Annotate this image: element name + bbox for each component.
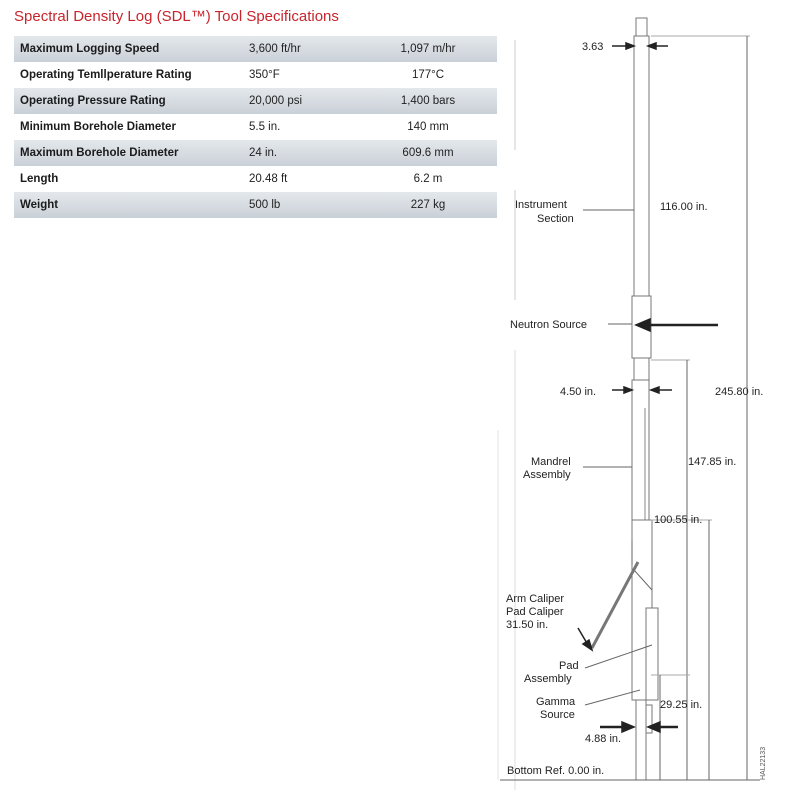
spec-metric-value: 6.2 m [413, 173, 443, 185]
neutron-source-label: Neutron Source [510, 319, 588, 331]
spec-english-value: 3,600 ft/hr [225, 36, 359, 62]
gamma-length-label: 29.25 in. [660, 699, 703, 711]
mandrel-assembly-label-2: Assembly [523, 469, 571, 481]
top-diameter-label: 3.63 [582, 41, 604, 53]
instrument-section-label-2: Section [537, 213, 574, 225]
mid-diameter-label: 4.50 in. [560, 386, 597, 398]
spec-english-value: 350°F [249, 69, 280, 81]
mandrel-assembly-label: Mandrel [531, 456, 571, 468]
spec-label: Maximum Logging Speed [14, 36, 225, 62]
spec-metric-value: 1,097 m/hr [359, 36, 497, 62]
total-length-label: 245.80 in. [715, 386, 764, 398]
pad-assembly-label: Pad [559, 660, 579, 672]
spec-label: Operating Pressure Rating [14, 88, 225, 114]
spec-metric-value: 227 kg [359, 192, 497, 218]
spec-label: Minimum Borehole Diameter [20, 121, 176, 133]
arm-caliper-label: Arm Caliper [506, 593, 565, 605]
gamma-source-label: Gamma [536, 696, 576, 708]
pad-assembly-label-2: Assembly [524, 673, 572, 685]
spec-english-value: 20,000 psi [225, 88, 359, 114]
bottom-reference-label: Bottom Ref. 0.00 in. [507, 765, 605, 777]
spec-label: Length [20, 173, 59, 185]
spec-metric-value: 177°C [411, 69, 445, 81]
page-title: Spectral Density Log (SDL™) Tool Specifications [14, 8, 339, 25]
spec-english-value: 5.5 in. [249, 121, 281, 133]
mandrel-length-label: 147.85 in. [688, 456, 737, 468]
spec-metric-value: 140 mm [407, 121, 449, 133]
spec-english-value: 500 lb [225, 192, 359, 218]
section-length-label: 116.00 in. [660, 201, 708, 213]
gamma-source-label-2: Source [540, 709, 575, 721]
pad-caliper-label: Pad Caliper [506, 606, 564, 618]
spec-metric-value: 1,400 bars [359, 88, 497, 114]
instrument-section-label: Instrument [515, 199, 567, 211]
caliper-size-label: 31.50 in. [506, 619, 549, 631]
spec-english-value: 24 in. [225, 140, 359, 166]
drawing-code: HAL22133 [760, 746, 767, 780]
bottom-diameter-label: 4.88 in. [585, 733, 622, 745]
spec-english-value: 20.48 ft [249, 173, 288, 185]
pad-length-label: 100.55 in. [654, 514, 703, 526]
spec-label: Operating Temllperature Rating [20, 69, 192, 81]
spec-label: Maximum Borehole Diameter [14, 140, 225, 166]
spec-label: Weight [14, 192, 225, 218]
spec-metric-value: 609.6 mm [359, 140, 497, 166]
